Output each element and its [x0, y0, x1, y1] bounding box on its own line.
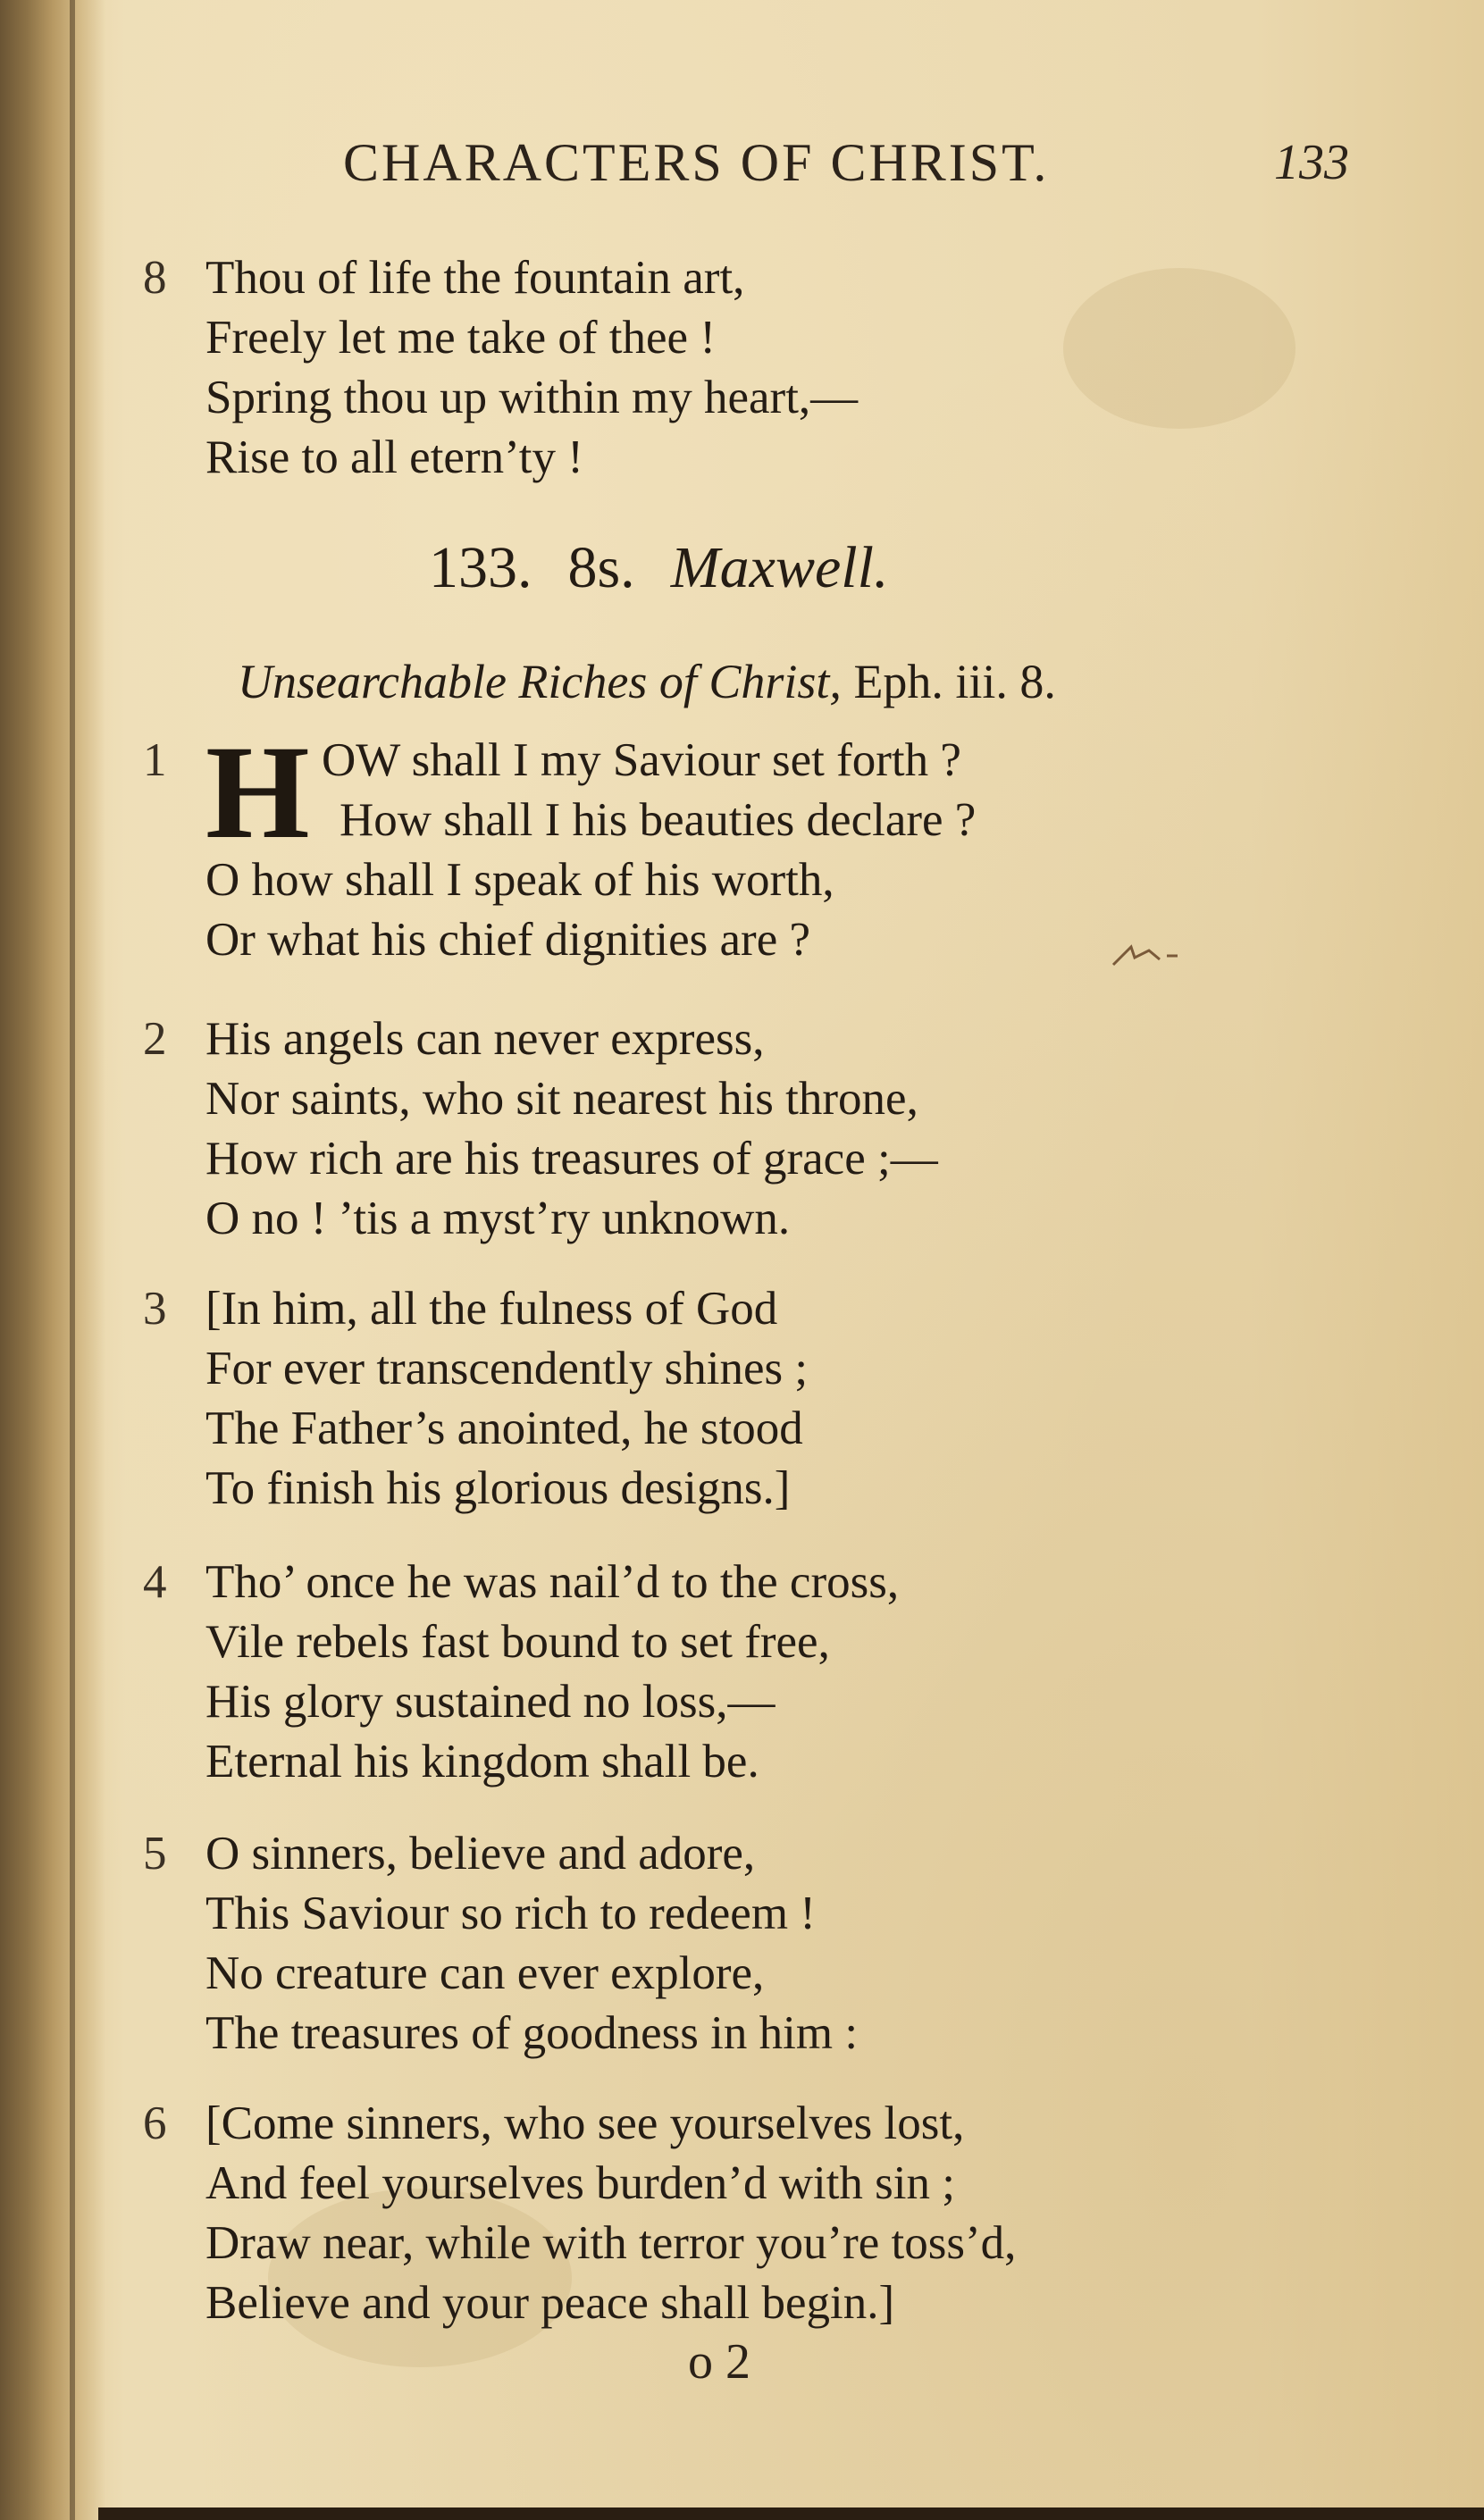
stanza-number: 8: [143, 252, 167, 304]
verse-line: How rich are his treasures of grace ;—: [205, 1133, 938, 1185]
verse-line: His angels can never express,: [205, 1013, 765, 1065]
stanza-4: [143, 1553, 899, 1792]
verse-line: O sinners, believe and adore,: [205, 1828, 756, 1880]
hymn-author: Maxwell.: [670, 535, 889, 600]
stanza-2: [143, 1009, 938, 1249]
stanza-number: 3: [143, 1283, 167, 1335]
hymn-title: Unsearchable Riches of Christ,: [238, 655, 842, 708]
verse-line: The Father’s anointed, he stood: [205, 1402, 803, 1454]
stanza-6: [143, 2094, 1016, 2333]
verse-line: O how shall I speak of his worth,: [205, 854, 834, 906]
previous-hymn-stanza-8: [143, 248, 858, 488]
verse-line: O no ! ’tis a myst’ry unknown.: [205, 1193, 791, 1244]
verse-line: Or what his chief dignities are ?: [205, 914, 810, 966]
verse-line: Nor saints, who sit nearest his throne,: [205, 1073, 918, 1125]
stanza-5: [143, 1824, 858, 2064]
stanza-3: [143, 1279, 808, 1519]
verse-line: Draw near, while with terror you’re toss’d,: [205, 2217, 1017, 2269]
hymn-heading: [429, 534, 888, 602]
stanza-number: 1: [143, 734, 167, 786]
verse-line: Believe and your peace shall begin.]: [205, 2277, 895, 2329]
printer-signature: o 2: [688, 2334, 750, 2390]
paper-stain: [1063, 268, 1295, 429]
pencil-annotation-mark: [1104, 938, 1185, 974]
verse-line: How shall I his beauties declare ?: [340, 794, 977, 846]
verse-line: The treasures of goodness in him :: [205, 2007, 859, 2059]
verse-line: Freely let me take of thee !: [205, 312, 716, 364]
verse-line: Spring thou up within my heart,—: [205, 372, 859, 423]
verse-line: Tho’ once he was nail’d to the cross,: [205, 1556, 900, 1608]
page-bottom-edge: [98, 2507, 1484, 2520]
stanza-number: 2: [143, 1013, 167, 1065]
page-number: 133: [1274, 135, 1349, 190]
stanza-number: 5: [143, 1828, 167, 1880]
verse-line: Vile rebels fast bound to set free,: [205, 1616, 830, 1668]
verse-line: OW shall I my Saviour set forth ?: [322, 734, 961, 786]
verse-line: Thou of life the fountain art,: [205, 252, 745, 304]
stanza-number: 6: [143, 2097, 167, 2149]
stanza-number: 4: [143, 1556, 167, 1608]
gutter-shadow-line: [70, 0, 75, 2520]
verse-line: No creature can ever explore,: [205, 1947, 765, 1999]
verse-line: For ever transcendently shines ;: [205, 1343, 809, 1394]
verse-line: His glory sustained no loss,—: [205, 1676, 776, 1728]
running-head: CHARACTERS OF CHRIST.: [343, 133, 1050, 192]
stanza-1: [143, 718, 977, 970]
verse-line: Rise to all etern’ty !: [205, 431, 583, 483]
verse-line: And feel yourselves burden’d with sin ;: [205, 2157, 955, 2209]
hymn-subtitle: [238, 654, 1056, 709]
hymn-meter: 8s.: [567, 535, 635, 600]
hymn-number: 133.: [429, 535, 532, 600]
book-binding-gutter: [0, 0, 105, 2520]
verse-line: To finish his glorious designs.]: [205, 1462, 791, 1514]
verse-line: Eternal his kingdom shall be.: [205, 1736, 759, 1787]
drop-cap: H: [205, 718, 310, 867]
verse-line: [In him, all the fulness of God: [205, 1283, 778, 1335]
verse-line: This Saviour so rich to redeem !: [205, 1888, 816, 1939]
verse-line: [Come sinners, who see yourselves lost,: [205, 2097, 965, 2149]
scripture-reference: Eph. iii. 8.: [853, 655, 1056, 708]
